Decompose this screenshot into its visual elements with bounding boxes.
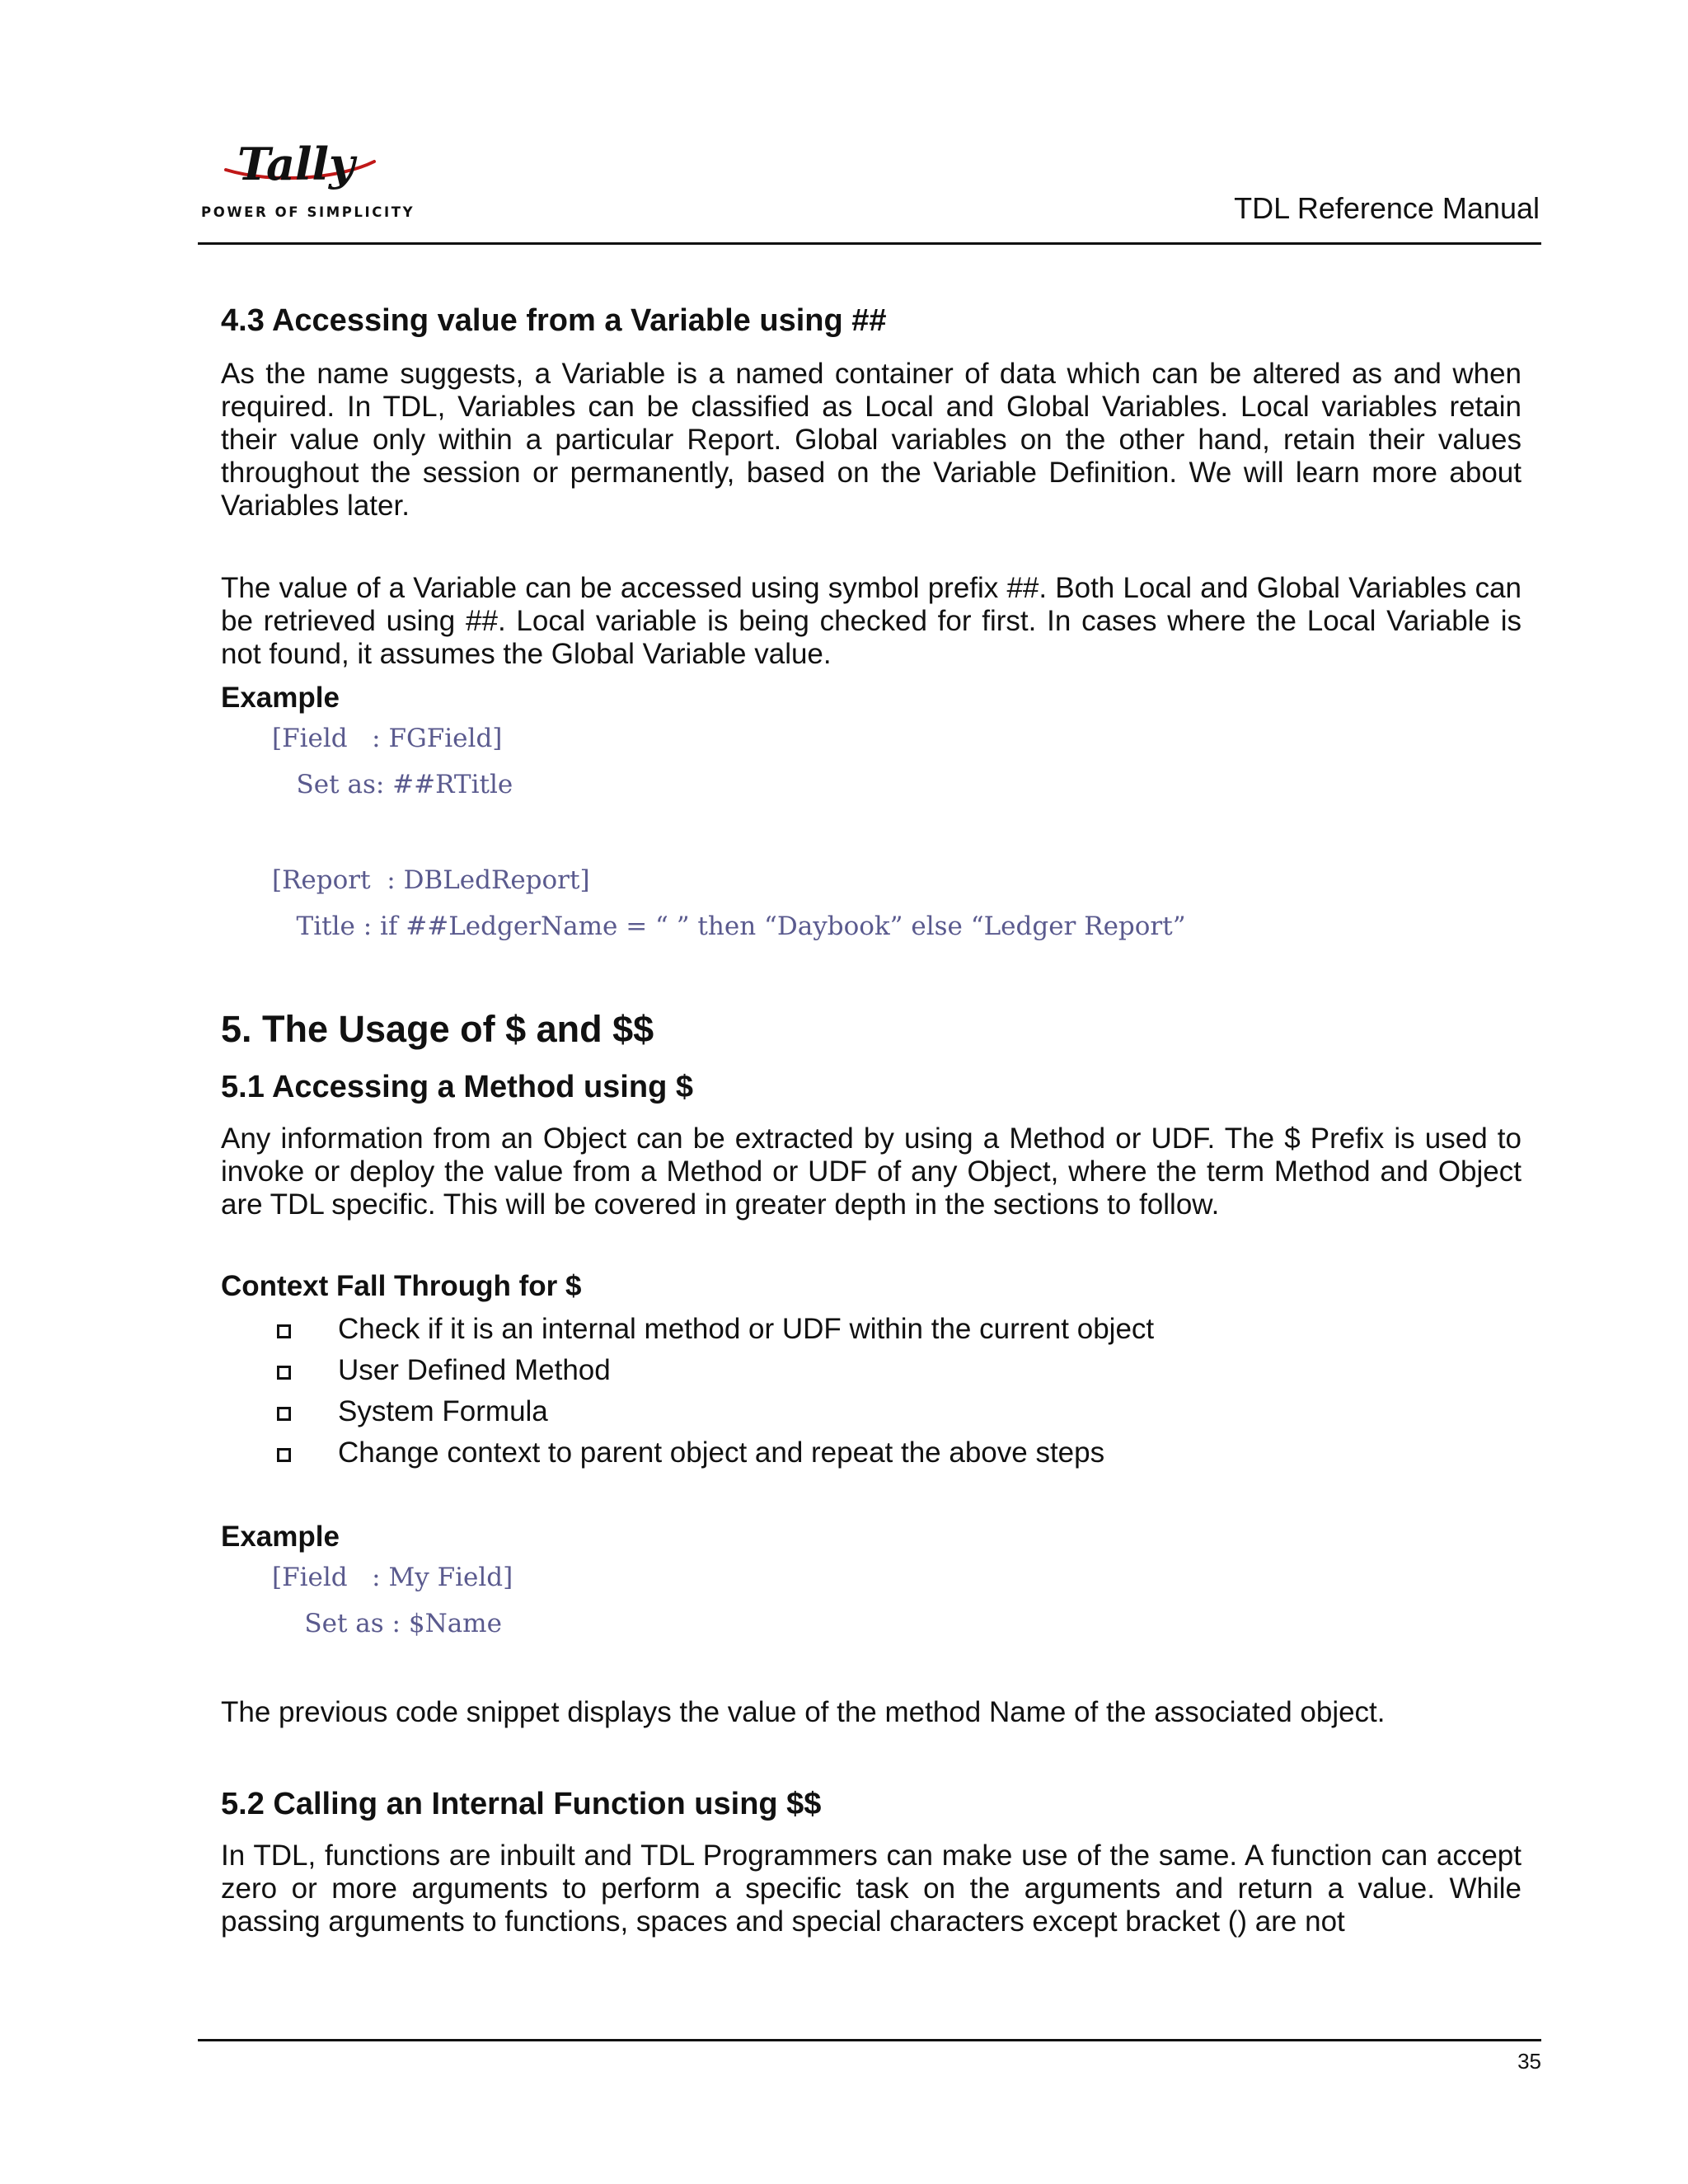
logo-wordmark: Tally [237,138,355,190]
square-bullet-icon [277,1324,291,1338]
list-item-text: Check if it is an internal method or UDF within the current object [338,1313,1155,1345]
square-bullet-icon [277,1366,291,1380]
section-5-1-paragraph-2: The previous code snippet displays the value of the method Name of the associated object. [221,1696,1386,1728]
section-4-3-paragraph-1: As the name suggests, a Variable is a named container of data which can be altered as and when required. In TDL, Variables can be classified as Local and Global Variables. Local variables retain their value only within a particular Report. Global variables on the other hand, retain their values throughout the session or permanently, based on the Variable Definition. We will learn more about Variables later. [221,358,1522,522]
example-label-5-1: Example [221,1521,340,1553]
code-line: Title : if ##LedgerName = “ ” then “Daybook” else “Ledger Report” [272,912,1186,941]
example-label-4-3: Example [221,682,340,714]
tally-logo [201,132,415,221]
list-item [221,1391,1522,1432]
square-bullet-icon [277,1448,291,1462]
list-item [221,1432,1522,1474]
context-fall-through-heading: Context Fall Through for $ [221,1270,582,1302]
footer-divider [198,2039,1541,2041]
logo-tagline: POWER OF SIMPLICITY [201,204,415,220]
context-fall-through-list [221,1309,1522,1474]
section-heading-5-2: 5.2 Calling an Internal Function using $$ [221,1787,822,1821]
section-4-3-paragraph-2: The value of a Variable can be accessed using symbol prefix ##. Both Local and Global Variables can be retrieved using ##. Local variable is being checked for first. In cases where the Local Variable is not found, it assumes the Global Variable value. [221,572,1522,670]
list-item-text: User Defined Method [338,1354,611,1386]
section-5-1-paragraph-1: Any information from an Object can be extracted by using a Method or UDF. The $ Prefix is used to invoke or deploy the value from a Method or UDF of any Object, where the term Method and Object are TDL specific. This will be covered in greater depth in the sections to follow. [221,1122,1522,1221]
tally-logo-mark [201,132,399,201]
header-divider [198,242,1541,245]
square-bullet-icon [277,1407,291,1421]
code-line: [Report : DBLedReport] [272,865,590,895]
header-title: TDL Reference Manual [1234,191,1540,225]
list-item [221,1309,1522,1350]
section-heading-5-1: 5.1 Accessing a Method using $ [221,1070,693,1104]
list-item-text: System Formula [338,1395,548,1427]
code-line: Set as: ##RTitle [272,770,513,799]
section-5-2-paragraph-1: In TDL, functions are inbuilt and TDL Programmers can make use of the same. A function can accept zero or more arguments to perform a specific task on the arguments and return a value. While passing arguments to functions, spaces and special characters except bracket () are not [221,1840,1522,1938]
code-line: [Field : FGField] [272,724,503,753]
section-heading-4-3: 4.3 Accessing value from a Variable using ## [221,303,887,338]
code-line: [Field : My Field] [272,1563,513,1592]
section-heading-5: 5. The Usage of $ and $$ [221,1008,654,1050]
code-line: Set as : $Name [272,1609,502,1638]
list-item-text: Change context to parent object and repeat the above steps [338,1436,1105,1469]
page-number: 35 [1517,2049,1541,2074]
list-item [221,1350,1522,1391]
